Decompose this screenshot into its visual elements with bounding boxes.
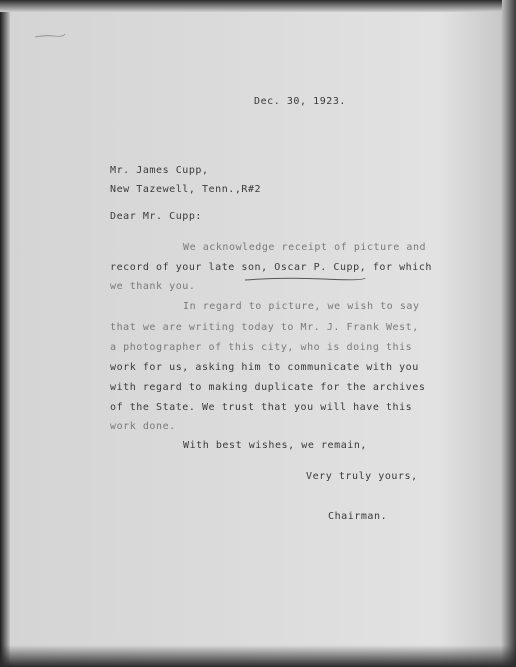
body-line: We acknowledge receipt of picture and [183,242,427,253]
body-line: In regard to picture, we wish to say [183,301,420,312]
letter-date: Dec. 30, 1923. [254,96,346,107]
recipient-name: Mr. James Cupp, [110,165,209,176]
handwritten-underline [244,276,366,282]
body-line: With best wishes, we remain, [183,440,367,451]
salutation: Dear Mr. Cupp: [110,211,202,222]
closing: Very truly yours, [306,471,418,482]
body-line: record of your late son, Oscar P. Cupp, for which [110,262,432,273]
signature-title: Chairman. [328,511,388,522]
body-line: that we are writing today to Mr. J. Frank West, [110,322,419,333]
body-line: work done. [110,421,176,432]
body-line: of the State. We trust that you will have this [110,402,413,413]
scan-top-edge [0,0,516,12]
scan-right-edge [502,0,516,667]
body-line: work for us, asking him to communicate with you [110,362,419,373]
recipient-address: New Tazewell, Tenn.,R#2 [110,184,262,195]
body-line: a photographer of this city, who is doing this [110,342,413,353]
body-line: with regard to making duplicate for the archives [110,382,426,393]
pencil-mark-icon [34,33,66,39]
body-line: we thank you. [110,281,196,292]
